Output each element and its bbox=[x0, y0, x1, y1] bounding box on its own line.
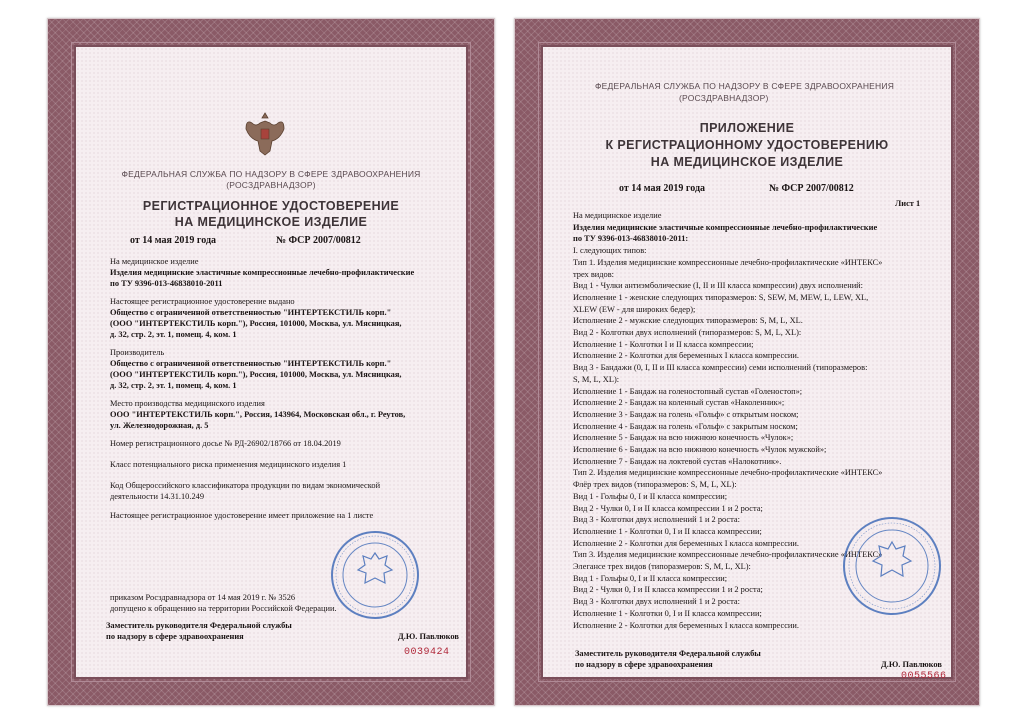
agency-abbreviation: (РОСЗДРАВНАДЗОР) bbox=[679, 93, 769, 103]
text-line: I. следующих типов: bbox=[573, 246, 647, 256]
certificate-inner-field bbox=[74, 45, 468, 679]
text-line: Исполнение 4 - Бандаж на голень «Гольф» с закрытым носком; bbox=[573, 421, 798, 431]
text-line: Вид 1 - Гольфы 0, I и II класса компрессии; bbox=[573, 491, 728, 501]
issue-date: от 14 мая 2019 года bbox=[130, 235, 216, 246]
text-line: ул. Железнодорожная, д. 5 bbox=[110, 421, 209, 430]
text-line: д. 32, стр. 2, эт. 1, помещ. 4, ком. 1 bbox=[110, 381, 237, 390]
text-line: Вид 3 - Колготки двух исполнений 1 и 2 роста: bbox=[573, 597, 740, 607]
text-line: Тип 1. Изделия медицинские компрессионные лечебно-профилактические «ИНТЕКС» bbox=[573, 257, 883, 267]
certificate-number: № ФСР 2007/00812 bbox=[769, 183, 854, 194]
signatory-name: Д.Ю. Павлюков bbox=[398, 632, 459, 641]
text-line: На медицинское изделие bbox=[573, 211, 662, 220]
text-line: трех видов: bbox=[573, 269, 615, 279]
text-line: S, M, L, XL): bbox=[573, 374, 620, 384]
text-line: Тип 2. Изделия медицинские компрессионные лечебно-профилактические «ИНТЕКС» bbox=[573, 468, 883, 478]
text-line: Общество с ограниченной ответственностью "ИНТЕРТЕКСТИЛЬ корп." bbox=[110, 308, 392, 317]
issue-date: от 14 мая 2019 года bbox=[619, 183, 705, 194]
text-line: Исполнение 1 - Бандаж на голеностопный сустав «Голеностоп»; bbox=[573, 386, 803, 396]
signatory-name: Д.Ю. Павлюков bbox=[881, 660, 942, 669]
text-line: Исполнение 1 - Колготки 0, I и II класса компрессии; bbox=[573, 608, 762, 618]
signatory-department: по надзору в сфере здравоохранения bbox=[575, 660, 713, 669]
text-line: Исполнение 3 - Бандаж на голень «Гольф» с открытым носком; bbox=[573, 409, 799, 419]
agency-abbreviation: (РОСЗДРАВНАДЗОР) bbox=[226, 180, 316, 190]
order-admission: допущено к обращению на территории Российской Федерации. bbox=[110, 604, 337, 613]
order-reference: приказом Росздравнадзора от 14 мая 2019 г. № 3526 bbox=[110, 593, 296, 602]
text-line: Исполнение 5 - Бандаж на всю нижнюю конечность «Чулок»; bbox=[573, 433, 794, 443]
text-line: (ООО "ИНТЕРТЕКСТИЛЬ корп."), Россия, 101000, Москва, ул. Мясницкая, bbox=[110, 319, 402, 328]
text-line: (ООО "ИНТЕРТЕКСТИЛЬ корп."), Россия, 101000, Москва, ул. Мясницкая, bbox=[110, 370, 402, 379]
document-title: РЕГИСТРАЦИОННОЕ УДОСТОВЕРЕНИЕ bbox=[142, 199, 400, 213]
text-line: д. 32, стр. 2, эт. 1, помещ. 4, ком. 1 bbox=[110, 330, 237, 339]
text-line: Изделия медицинские эластичные компрессионные лечебно-профилактические bbox=[573, 222, 878, 232]
text-line: Исполнение 2 - мужские следующих типоразмеров: S, M, L, XL. bbox=[573, 316, 803, 326]
certificate-page bbox=[47, 18, 495, 706]
text-line: Исполнение 2 - Колготки для беременных I класса компрессии. bbox=[573, 620, 799, 630]
form-serial-number: 0039424 bbox=[404, 647, 450, 658]
text-line: На медицинское изделие bbox=[110, 257, 199, 266]
appendix-subtitle: К РЕГИСТРАЦИОННОМУ УДОСТОВЕРЕНИЮ bbox=[605, 138, 889, 152]
certificate-number: № ФСР 2007/00812 bbox=[276, 235, 361, 246]
seal-stamp-icon bbox=[329, 529, 421, 621]
text-line: Класс потенциального риска применения медицинского изделия 1 bbox=[110, 460, 347, 469]
eagle-emblem-icon bbox=[244, 109, 286, 159]
appendix-inner-field bbox=[541, 45, 953, 682]
text-line: Исполнение 2 - Колготки для беременных I класса компрессии. bbox=[573, 538, 799, 548]
text-line: Общество с ограниченной ответственностью "ИНТЕРТЕКСТИЛЬ корп." bbox=[110, 359, 392, 368]
text-line: Вид 1 - Чулки антиэмболические (I, II и III класса компрессии) двух исполнений: bbox=[573, 281, 863, 291]
text-line: Тип 3. Изделия медицинские компрессионные лечебно-профилактические «ИНТЕКС» bbox=[573, 550, 883, 560]
text-line: ООО "ИНТЕРТЕКСТИЛЬ корп.", Россия, 143964, Московская обл., г. Реутов, bbox=[110, 410, 406, 419]
appendix-subtitle-2: НА МЕДИЦИНСКОЕ ИЗДЕЛИЕ bbox=[650, 155, 844, 169]
text-line: Номер регистрационного досье № РД-26902/18766 от 18.04.2019 bbox=[110, 439, 341, 448]
agency-name: ФЕДЕРАЛЬНАЯ СЛУЖБА ПО НАДЗОРУ В СФЕРЕ ЗДРАВООХРАНЕНИЯ bbox=[121, 169, 421, 179]
text-line: Настоящее регистрационное удостоверение выдано bbox=[110, 297, 295, 306]
text-line: Исполнение 2 - Бандаж на коленный сустав «Наколенник»; bbox=[573, 398, 785, 408]
text-line: Исполнение 1 - Колготки I и II класса компрессии; bbox=[573, 339, 754, 349]
sheet-number: Лист 1 bbox=[895, 199, 921, 208]
text-line: Вид 2 - Чулки 0, I и II класса компрессии 1 и 2 роста; bbox=[573, 585, 763, 595]
form-serial-number: 0055566 bbox=[901, 671, 947, 682]
seal-stamp-icon bbox=[841, 515, 943, 617]
text-line: Производитель bbox=[110, 348, 165, 357]
text-line: Место производства медицинского изделия bbox=[110, 399, 265, 408]
signatory-position: Заместитель руководителя Федеральной службы bbox=[106, 621, 292, 630]
text-line: Настоящее регистрационное удостоверение имеет приложение на 1 листе bbox=[110, 511, 374, 520]
text-line: Элегансе трех видов (типоразмеров: S, M, L, XL): bbox=[573, 562, 751, 571]
text-line: по ТУ 9396-013-46838010-2011: bbox=[573, 234, 689, 244]
text-line: Исполнение 1 - Колготки 0, I и II класса компрессии; bbox=[573, 526, 762, 536]
text-line: Флёр трех видов (типоразмеров: S, M, L, XL): bbox=[573, 480, 737, 490]
signatory-position: Заместитель руководителя Федеральной службы bbox=[575, 649, 761, 658]
signatory-department: по надзору в сфере здравоохранения bbox=[106, 632, 244, 641]
text-line: Вид 2 - Чулки 0, I и II класса компрессии 1 и 2 роста; bbox=[573, 503, 763, 513]
text-line: Вид 2 - Колготки двух исполнений (типоразмеров: S, M, L, XL): bbox=[573, 328, 802, 337]
text-line: по ТУ 9396-013-46838010-2011 bbox=[110, 279, 223, 288]
text-line: Исполнение 2 - Колготки для беременных I класса компрессии. bbox=[573, 351, 799, 361]
document-subtitle: НА МЕДИЦИНСКОЕ ИЗДЕЛИЕ bbox=[174, 215, 368, 229]
text-line: Исполнение 1 - женские следующих типоразмеров: S, SEW, M, MEW, L, LEW, XL, bbox=[573, 292, 869, 302]
text-line: Исполнение 6 - Бандаж на всю нижнюю конечность «Чулок мужской»; bbox=[573, 445, 827, 454]
text-line: Исполнение 7 - Бандаж на локтевой сустав «Налокотник». bbox=[573, 456, 782, 466]
text-line: Вид 1 - Гольфы 0, I и II класса компрессии; bbox=[573, 573, 728, 583]
text-line: Изделия медицинские эластичные компрессионные лечебно-профилактические bbox=[110, 268, 415, 277]
text-line: XLEW (EW - для широких бедер); bbox=[573, 304, 696, 314]
agency-name: ФЕДЕРАЛЬНАЯ СЛУЖБА ПО НАДЗОРУ В СФЕРЕ ЗДРАВООХРАНЕНИЯ bbox=[595, 81, 895, 91]
appendix-title: ПРИЛОЖЕНИЕ bbox=[699, 121, 795, 135]
text-line: Вид 3 - Колготки двух исполнений 1 и 2 роста: bbox=[573, 515, 740, 525]
text-line: деятельности 14.31.10.249 bbox=[110, 492, 205, 501]
appendix-page bbox=[514, 18, 980, 706]
text-line: Код Общероссийского классификатора продукции по видам экономической bbox=[110, 481, 381, 490]
text-line: Вид 3 - Бандажи (0, I, II и III класса компрессии) семи исполнений (типоразмеров: bbox=[573, 363, 868, 373]
